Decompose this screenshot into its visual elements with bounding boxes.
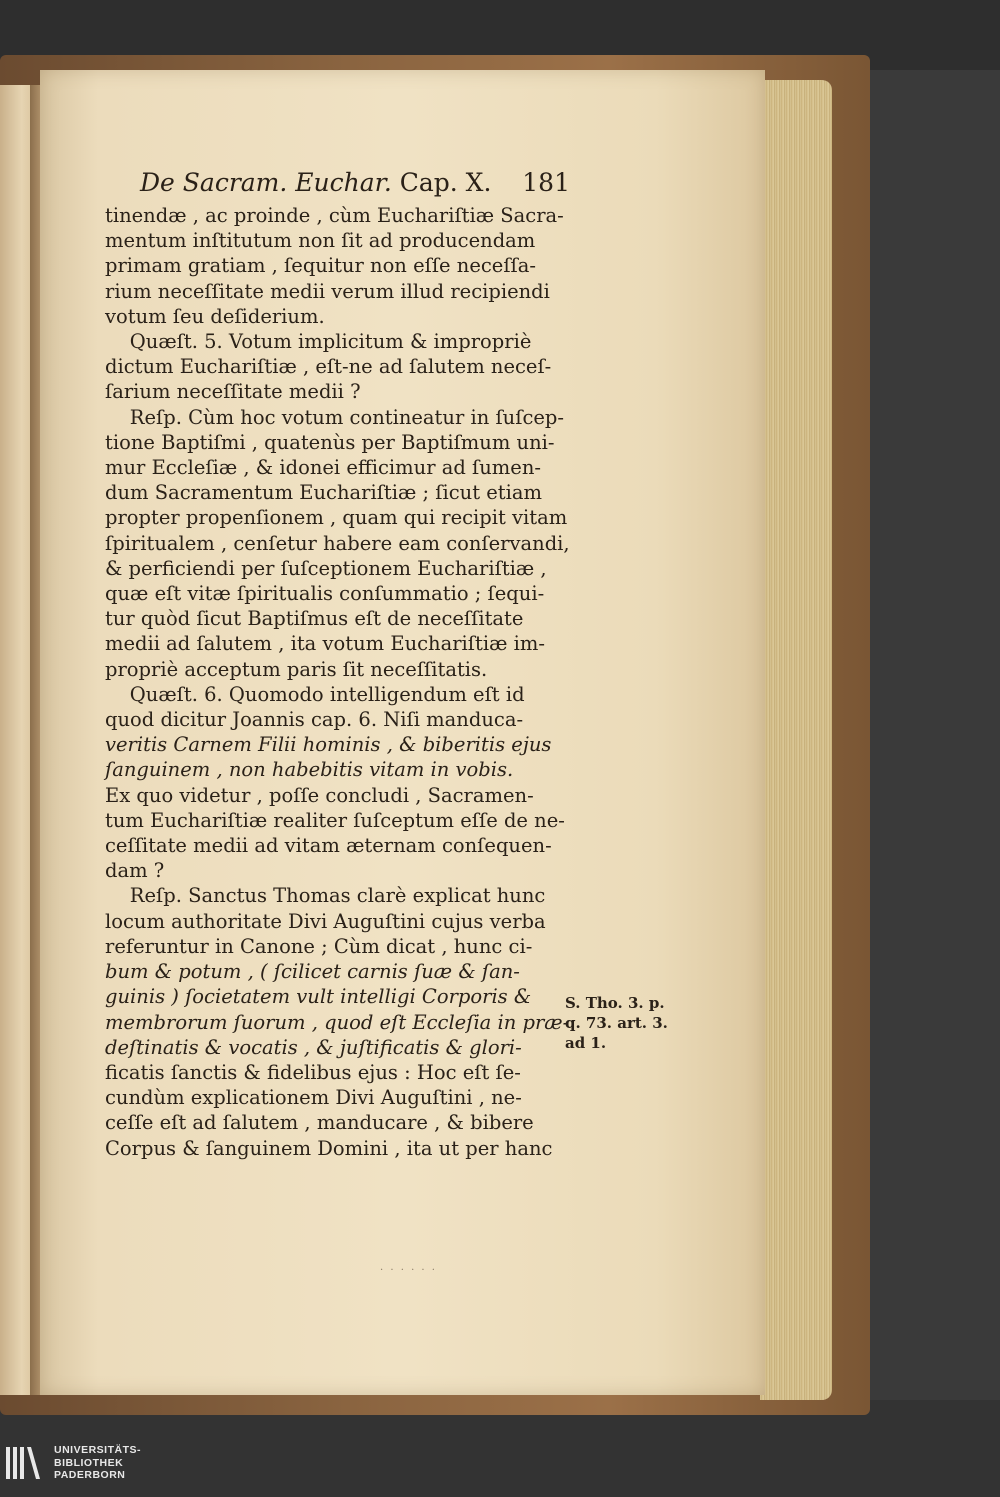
text-line: Reſp. Cùm hoc votum contineatur in ſuſcep-	[105, 405, 564, 429]
text-line: mentum inſtitutum non ſit ad producendam	[105, 229, 536, 253]
page-body-text	[105, 203, 575, 1161]
running-header	[140, 168, 570, 197]
text-line: medii ad ſalutem , ita votum Euchariſtiæ im-	[105, 632, 545, 656]
text-line: tur quòd ſicut Baptiſmus eſt de neceſſitate	[105, 607, 524, 631]
text-line: mur Eccleſiæ , & idonei efficimur ad ſumen-	[105, 456, 541, 480]
library-logo	[4, 1440, 164, 1490]
logo-text-line: BIBLIOTHEK	[54, 1456, 124, 1469]
text-line: Corpus & ſanguinem Domini , ita ut per hanc	[105, 1136, 553, 1160]
text-line: veritis Carnem Filii hominis , & biberitis ejus	[105, 733, 552, 757]
text-line: cundùm explicationem Divi Auguſtini , ne-	[105, 1086, 522, 1110]
page-fore-edge	[760, 80, 832, 1400]
text-line: Quæſt. 5. Votum implicitum & impropriè	[105, 330, 532, 354]
header-chapter: Cap. X.	[399, 168, 492, 197]
text-line: ſarium neceſſitate medii ?	[105, 380, 361, 404]
text-line: propter propenſionem , quam qui recipit vitam	[105, 506, 568, 530]
logo-text-line: PADERBORN	[54, 1469, 126, 1481]
text-line: ſpiritualem , cenſetur habere eam conſervandi,	[105, 531, 570, 555]
text-line: dam ?	[105, 859, 165, 883]
text-line: ſanguinem , non habebitis vitam in vobis.	[105, 758, 514, 782]
text-line: deſtinatis & vocatis , & juſtificatis & glori-	[105, 1035, 522, 1059]
logo-text-line: UNIVERSITÄTS-	[54, 1444, 142, 1456]
library-logo-icon	[4, 1443, 44, 1483]
text-line: votum ſeu deſiderium.	[105, 304, 325, 328]
catchword: . . . . . .	[380, 1262, 437, 1273]
text-line: dum Sacramentum Euchariſtiæ ; ſicut etiam	[105, 481, 542, 505]
page-number: 181	[522, 168, 570, 197]
text-line: membrorum ſuorum , quod eſt Eccleſia in præ-	[105, 1010, 570, 1034]
text-line: Quæſt. 6. Quomodo intelligendum eſt id	[105, 682, 525, 706]
text-line: Reſp. Sanctus Thomas clarè explicat hunc	[105, 884, 546, 908]
header-title: De Sacram. Euchar.	[140, 168, 392, 197]
text-line: tinendæ , ac proinde , cùm Euchariſtiæ Sacra-	[105, 204, 564, 227]
text-line: tum Euchariſtiæ realiter ſuſceptum eſſe de ne-	[105, 808, 565, 832]
text-line: ceſſe eſt ad ſalutem , manducare , & bibere	[105, 1111, 534, 1135]
library-logo-text	[54, 1444, 141, 1482]
margin-note-line: q. 73. art. 3.	[565, 1014, 668, 1032]
text-line: dictum Euchariſtiæ , eſt-ne ad ſalutem neceſ-	[105, 355, 552, 379]
text-line: Ex quo videtur , poſſe concludi , Sacramen-	[105, 783, 534, 807]
text-line: bum & potum , ( ſcilicet carnis ſuæ & ſan-	[105, 960, 520, 984]
margin-note-line: S. Tho. 3. p.	[565, 994, 665, 1012]
text-line: guinis ) ſocietatem vult intelligi Corporis &	[105, 985, 532, 1009]
text-line: ficatis ſanctis & fidelibus ejus : Hoc eſt ſe-	[105, 1060, 521, 1084]
margin-note-line: ad 1.	[565, 1034, 607, 1052]
text-line: rium neceſſitate medii verum illud recipiendi	[105, 279, 550, 303]
text-line: quæ eſt vitæ ſpiritualis conſummatio ; ſequi-	[105, 582, 545, 606]
text-line: propriè acceptum paris ſit neceſſitatis.	[105, 657, 488, 681]
text-line: primam gratiam , ſequitur non eſſe neceſſa-	[105, 254, 536, 278]
text-line: & perficiendi per ſuſceptionem Euchariſtiæ ,	[105, 556, 547, 580]
text-line: locum authoritate Divi Auguſtini cujus verba	[105, 909, 546, 933]
text-line: quod dicitur Joannis cap. 6. Niſi manduca-	[105, 708, 524, 732]
margin-reference-note	[565, 993, 705, 1053]
text-line: ceſſitate medii ad vitam æternam conſequen-	[105, 834, 552, 858]
text-line: tione Baptiſmi , quatenùs per Baptiſmum uni-	[105, 430, 555, 454]
text-line: referuntur in Canone ; Cùm dicat , hunc ci-	[105, 934, 533, 958]
